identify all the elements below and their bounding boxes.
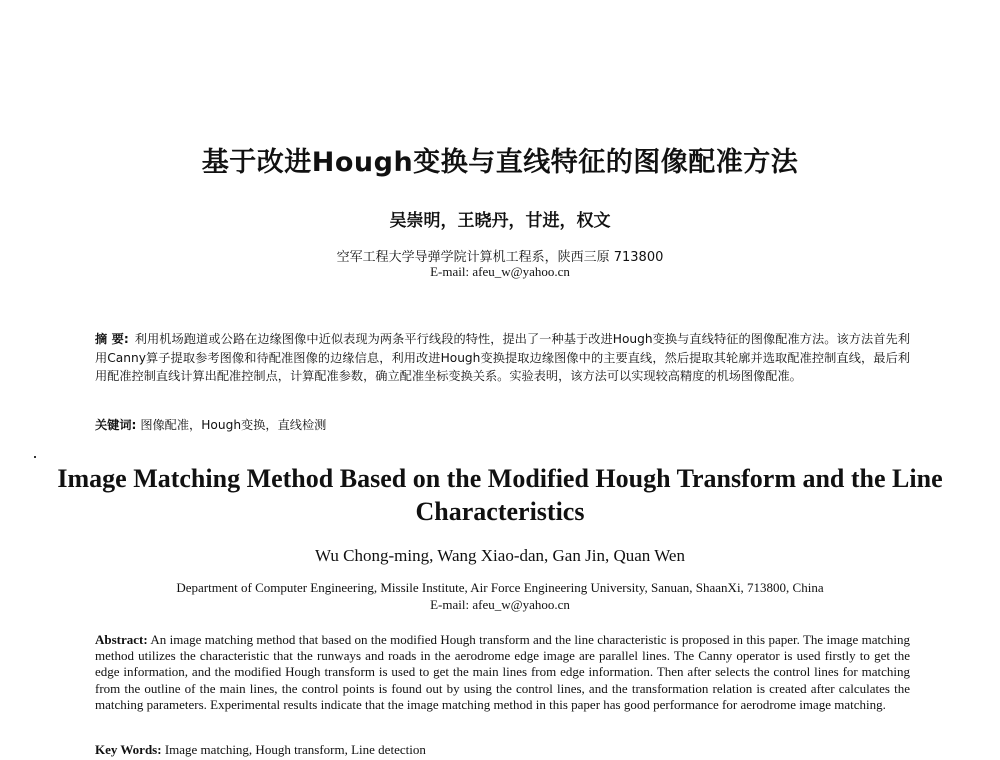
chinese-affiliation: 空军工程大学导弹学院计算机工程系，陕西三原 713800 [336, 250, 664, 265]
chinese-abstract-text: 利用机场跑道或公路在边缘图像中近似表现为两条平行线段的特性，提出了一种基于改进Hough变换与直线特征的图像配准方法。该方法首先利用Canny算子提取参考图像和待配准图像的边缘信息，利用改进Hough变换提取边缘图像中的主要直线，然后提取其轮廓并选取配准控制直线，最后利用配准控制直线计算出配准控制点，计算配准参数，确立配准坐标变换关系。实验表明，该方法可以实现较高精度的机场图像配准。 [95, 332, 910, 383]
english-keywords-label: Key Words: [95, 742, 162, 757]
chinese-abstract-label: 摘 要: [95, 332, 129, 346]
english-abstract-text: An image matching method that based on the modified Hough transform and the line characteristic is proposed in this paper. The image matching method utilizes the characteristic that the runways and roads in the aerodrome edge image are parallel lines. The Canny operator is used firstly to get the edge information, and the modified Hough transform is used to get the main lines from edge information. Then after selects the control lines for matching from the outline of the main lines, the control points is found out by using the control lines, and the transformation relation is created after calculates the matching parameters. Experimental results indicate that the image matching method in this paper has good performance for aerodrome image matching. [95, 632, 910, 712]
english-abstract-label: Abstract: [95, 632, 148, 647]
english-authors: Wu Chong-ming, Wang Xiao-dan, Gan Jin, Quan Wen [315, 546, 685, 565]
chinese-title: 基于改进Hough变换与直线特征的图像配准方法 [201, 147, 799, 178]
english-keywords [95, 742, 910, 758]
chinese-keywords [95, 416, 910, 433]
chinese-keywords-label: 关键词: [95, 418, 137, 432]
chinese-email: E-mail: afeu_w@yahoo.cn [430, 264, 570, 279]
english-email: E-mail: afeu_w@yahoo.cn [430, 597, 570, 612]
chinese-keywords-text: 图像配准，Hough变换，直线检测 [140, 418, 327, 432]
scan-dot [34, 456, 36, 458]
chinese-abstract [95, 330, 910, 386]
english-affiliation: Department of Computer Engineering, Missile Institute, Air Force Engineering University, Sanuan, ShaanXi, 713800, China [176, 580, 824, 595]
chinese-authors: 吴崇明，王晓丹，甘进，权文 [389, 211, 611, 231]
english-title: Image Matching Method Based on the Modified Hough Transform and the Line Characteristics [57, 464, 943, 526]
english-abstract [95, 632, 910, 713]
english-keywords-text: Image matching, Hough transform, Line detection [164, 742, 426, 757]
